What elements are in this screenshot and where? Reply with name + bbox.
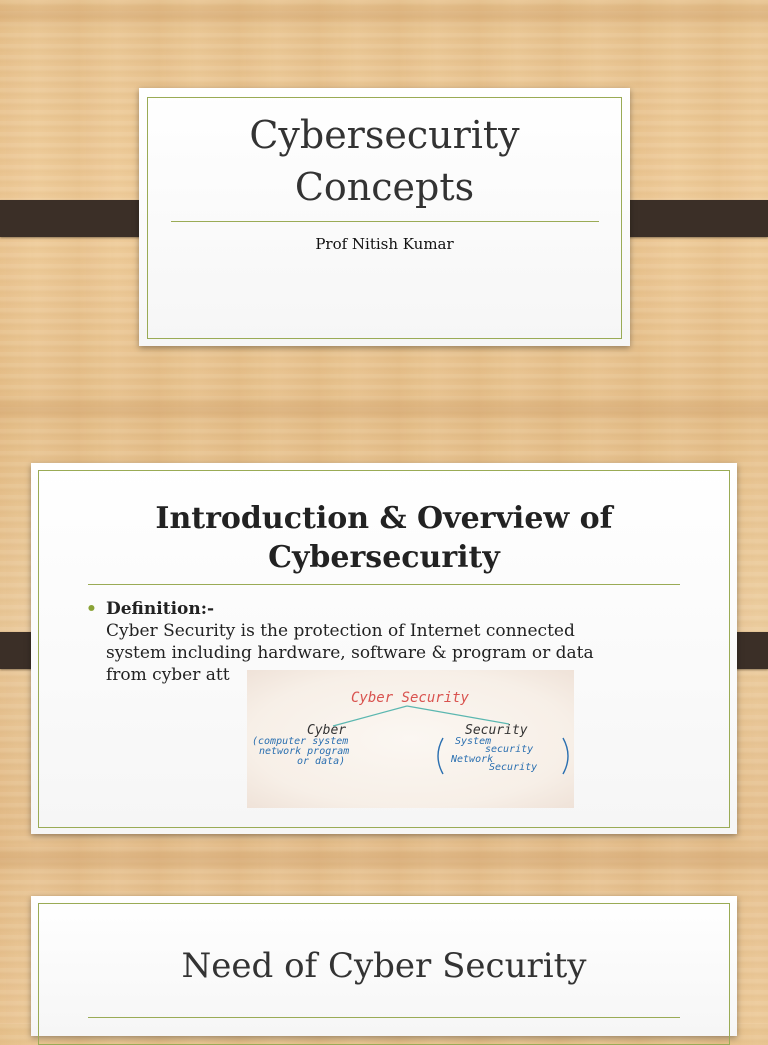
definition-text-line1: Cyber Security is the protection of Internet connected (106, 621, 575, 641)
diagram-bracket-right (563, 738, 568, 774)
bullet-icon: • (86, 599, 97, 619)
definition-text-line3: from cyber att (106, 665, 230, 685)
diagram-left-line3: or data) (297, 756, 346, 767)
slide-1[interactable] (139, 88, 630, 346)
definition-text-line2: system including hardware, software & program or data (106, 643, 594, 663)
slide-2[interactable] (31, 463, 737, 834)
slide-subtitle: Prof Nitish Kumar (315, 235, 454, 253)
wood-grain (0, 845, 768, 873)
diagram-right-line2: security (485, 744, 534, 755)
diagram-right-line3: Network (451, 754, 494, 765)
diagram-branch-right (407, 706, 509, 724)
bullet-label: Definition:- (106, 599, 215, 619)
wood-grain (0, 0, 768, 28)
diagram-right-head: Security (465, 723, 528, 738)
title-divider (88, 584, 680, 585)
slide-3[interactable] (31, 896, 737, 1036)
wood-grain (0, 395, 768, 423)
slide-title-line1: Cybersecurity (249, 113, 520, 157)
diagram-svg (247, 670, 574, 808)
slide-strap-left (0, 200, 156, 237)
slide-title-line2: Concepts (294, 165, 475, 209)
diagram-left-line2: network program (259, 746, 350, 757)
title-divider (88, 1017, 680, 1018)
diagram-left-line1: (computer system (252, 736, 349, 747)
diagram-right-line1: System (455, 736, 492, 747)
diagram-title: Cyber Security (350, 690, 470, 706)
cyber-security-diagram-image (247, 670, 574, 808)
slide-title-line2: Cybersecurity (268, 540, 500, 575)
slide-title-line1: Introduction & Overview of (155, 501, 613, 536)
diagram-right-line4: Security (489, 762, 538, 773)
slide-strap-right (612, 200, 768, 237)
diagram-left-head: Cyber (307, 723, 347, 738)
diagram-bracket-left (438, 738, 443, 774)
title-divider (171, 221, 599, 222)
slide-title: Need of Cyber Security (181, 946, 587, 986)
